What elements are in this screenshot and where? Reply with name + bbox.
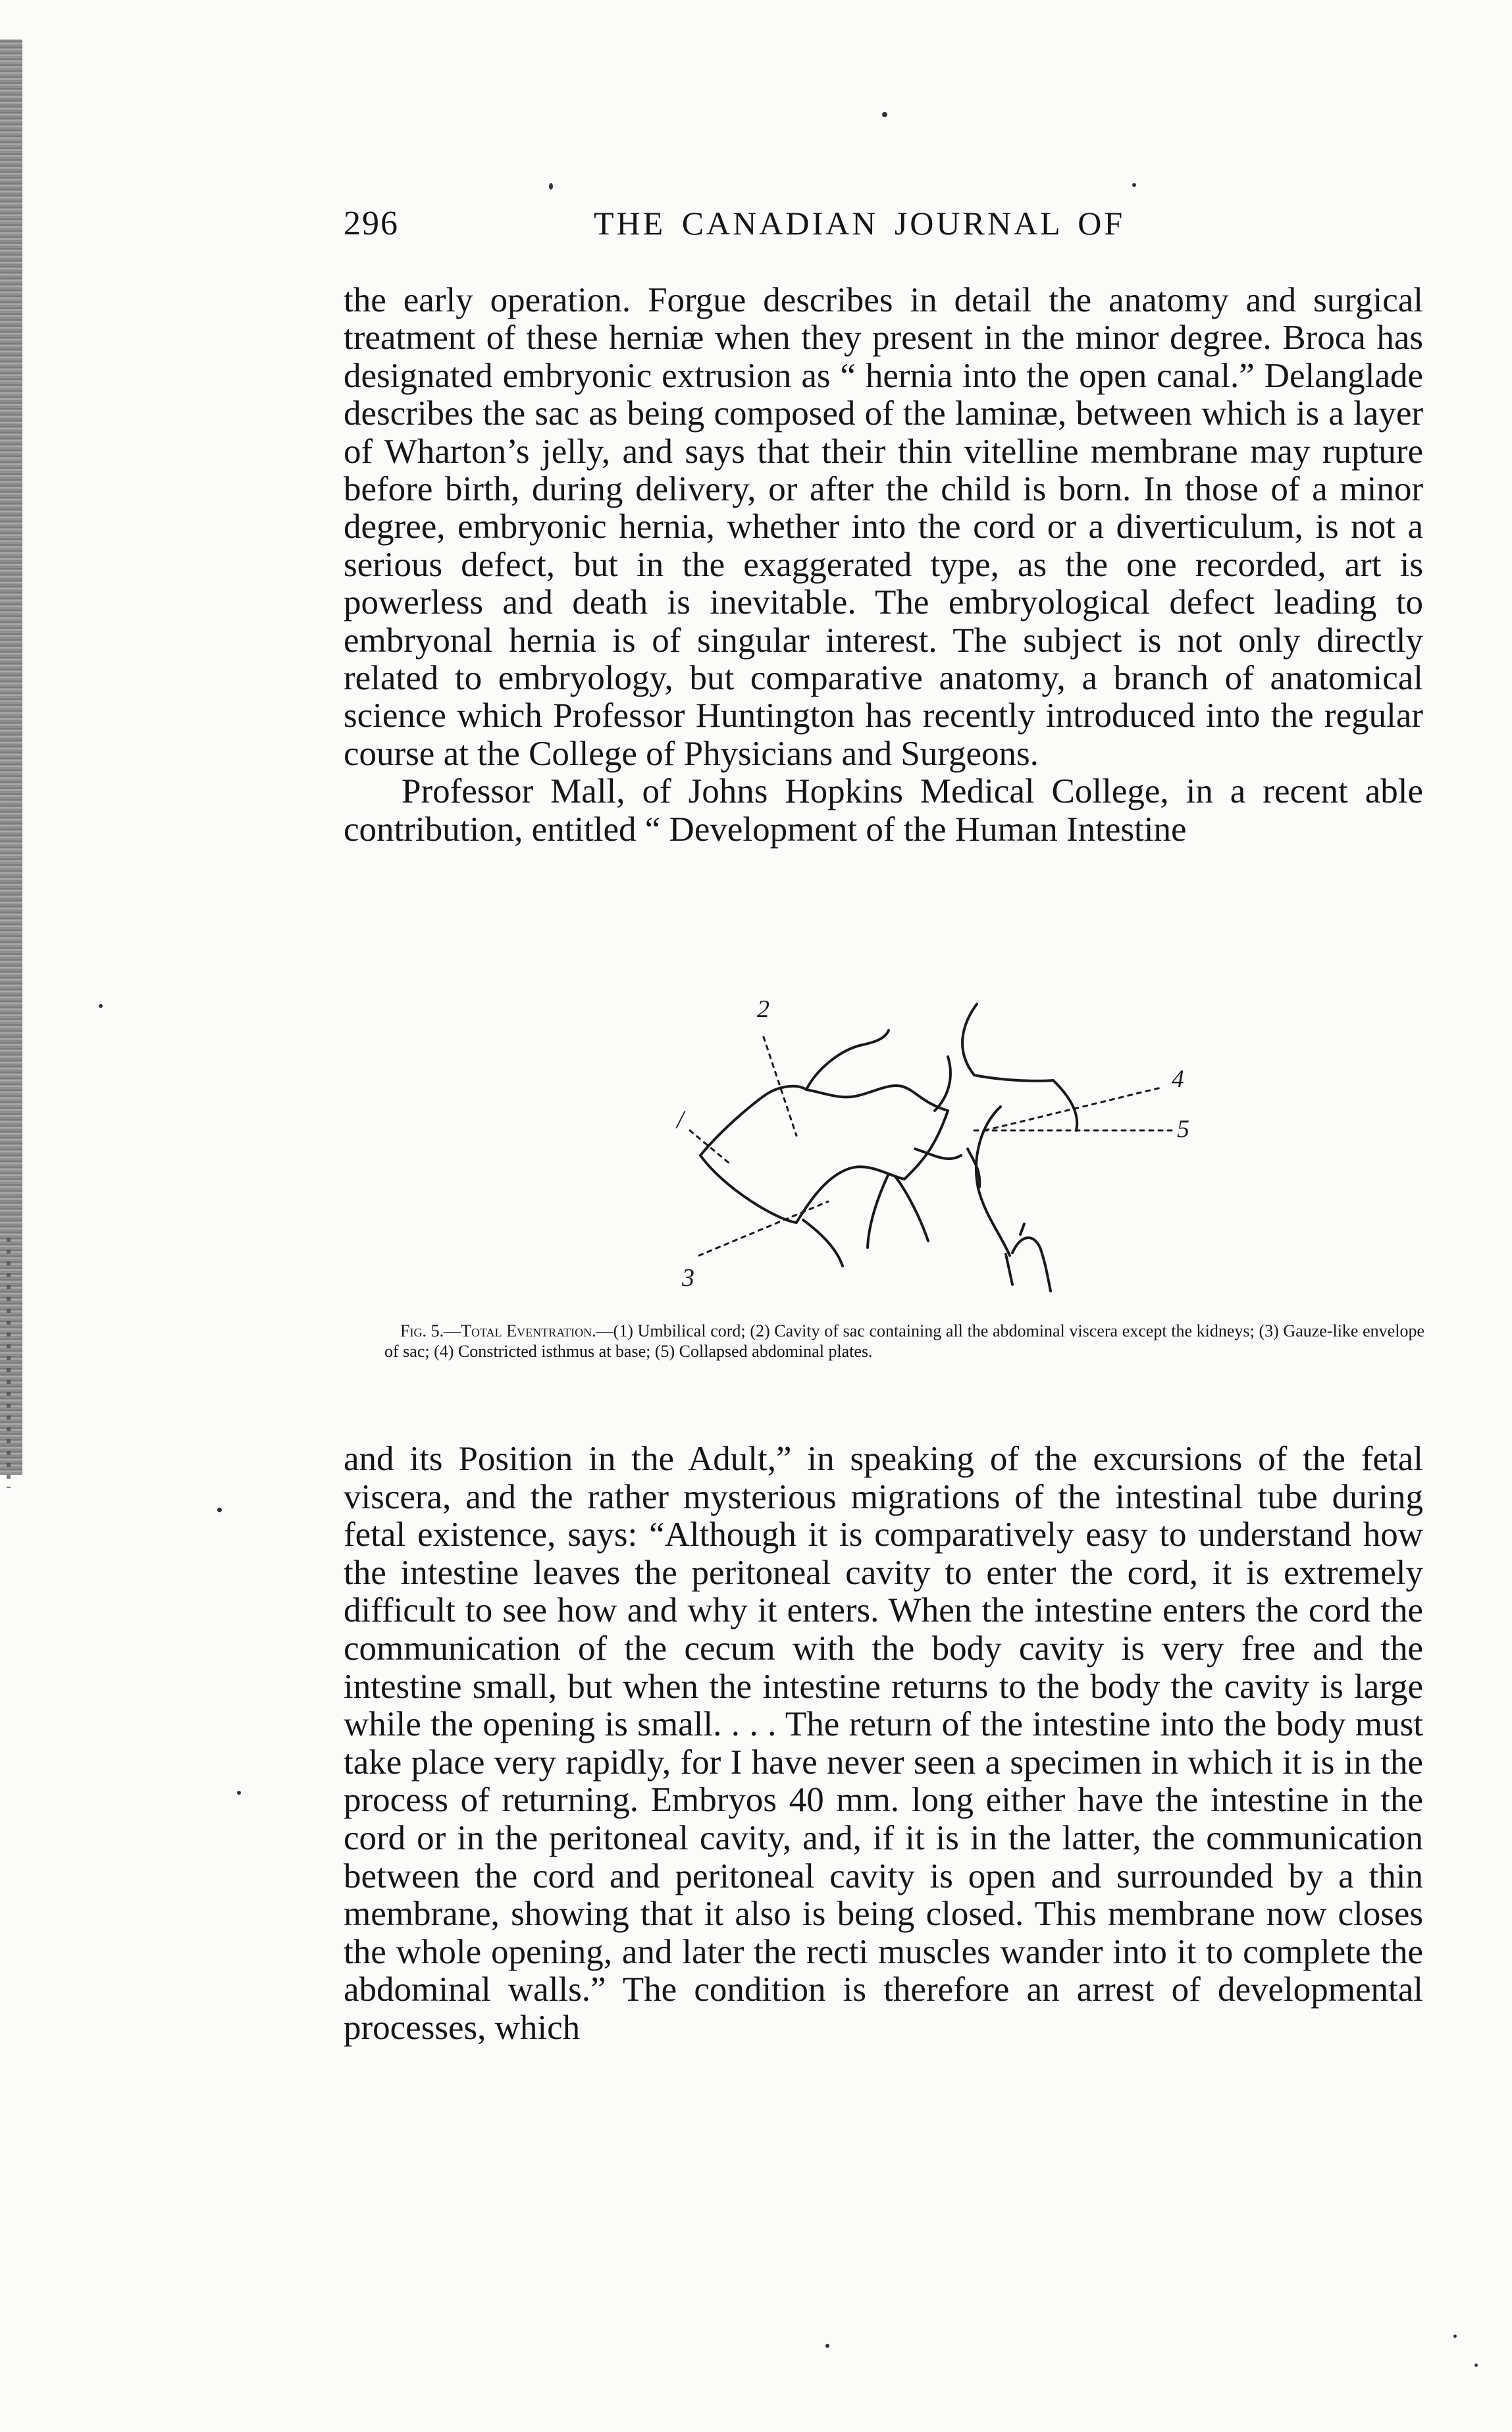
page-binding-edge-marks: [7, 1238, 11, 1488]
page-binding-edge: [0, 40, 22, 1475]
leader-line-1: [690, 1130, 729, 1163]
print-speck: [99, 1004, 103, 1008]
print-speck: [1132, 183, 1136, 187]
eventration-sketch: [579, 958, 1198, 1313]
cord-outline-inner: [806, 1086, 948, 1111]
page-number: 296: [344, 205, 399, 242]
figure-caption-text: —(1) Umbilical cord; (2) Cavity of sac containing all the abdominal viscera except the kidneys; (3) Gauze-like envelope of sac; (4) Constricted isthmus at base; (5) Collapsed abdominal plates.: [384, 1321, 1424, 1361]
figure-caption: [384, 1321, 1424, 1361]
callout-label: 2: [757, 995, 769, 1023]
figure-diagram: [579, 958, 1198, 1313]
print-speck: [549, 183, 553, 190]
callout-label: 5: [1177, 1115, 1189, 1143]
base-marker: [1006, 1224, 1051, 1291]
print-speck: [237, 1791, 241, 1795]
paragraph: Professor Mall, of Johns Hopkins Medical College, in a recent able contribution, entitled “ Development of the Human Intestine: [344, 772, 1423, 849]
print-speck: [217, 1508, 222, 1512]
callout-label: /: [677, 1106, 684, 1134]
sac-fold: [803, 1220, 843, 1266]
page-header: [344, 204, 1180, 250]
callout-label: 4: [1172, 1065, 1184, 1093]
body-text-bottom: [344, 1441, 1423, 2048]
abdominal-plate-left: [976, 1107, 1010, 1256]
print-speck: [825, 2344, 829, 2348]
callout-label: 3: [682, 1264, 694, 1292]
body-text-top: [344, 282, 1423, 849]
lower-stalk: [895, 1176, 928, 1241]
isthmus: [935, 1057, 951, 1111]
leader-line-4: [985, 1087, 1164, 1130]
figure-caption-label: Fig. 5.—Total Eventration.: [400, 1321, 596, 1340]
cord-outline: [764, 1030, 889, 1096]
print-speck: [1453, 2335, 1457, 2338]
print-speck: [1474, 2364, 1478, 2367]
print-speck: [882, 112, 887, 117]
paragraph: the early operation. Forgue describes in detail the anatomy and surgical treatment of these herniæ when they present in the minor degree. Broca has designated embryonic extrusion as “ hernia into the open canal.” Delanglade describes the sac as being composed of the laminæ, between which is a layer of Wharton’s jelly, and says that their thin vitelline membrane may rupture before birth, during delivery, or after the child is born. In those of a minor degree, embryonic hernia, whether into the cord or a diverticulum, is not a serious defect, but in the exaggerated type, as the one recorded, art is powerless and death is inevitable. The embryological defect leading to embryonal hernia is of singular interest. The subject is not only directly related to embryology, but comparative anatomy, a branch of anatomical science which Professor Huntington has recently introduced into the regular course at the College of Physicians and Surgeons.: [344, 281, 1423, 773]
paragraph: and its Position in the Adult,” in speaking of the excursions of the fetal viscera, and the rather mysterious migrations of the intestinal tube during fetal existence, says: “Although it is comparatively easy to understand how the intestine leaves the peritoneal cavity to enter the cord, it is extremely difficult to see how and why it enters. When the intestine enters the cord the communication of the cecum with the body cavity is very free and the intestine small, but when the intestine returns to the body the cavity is large while the opening is small. . . . The return of the intestine into the body must take place very rapidly, for I have never seen a specimen in which it is in the process of returning. Embryos 40 mm. long either have the intestine in the cord or in the peritoneal cavity, and, if it is in the latter, the communication between the cord and peritoneal cavity is open and surrounded by a thin membrane, showing that it also is being closed. This membrane now closes the whole opening, and later the recti muscles wander into it to complete the abdominal walls.” The condition is therefore an arrest of developmental processes, which: [344, 1440, 1423, 2047]
lower-stalk-2: [915, 1149, 961, 1159]
running-title: THE CANADIAN JOURNAL OF: [594, 205, 1126, 242]
sac-fold-2: [868, 1174, 889, 1248]
